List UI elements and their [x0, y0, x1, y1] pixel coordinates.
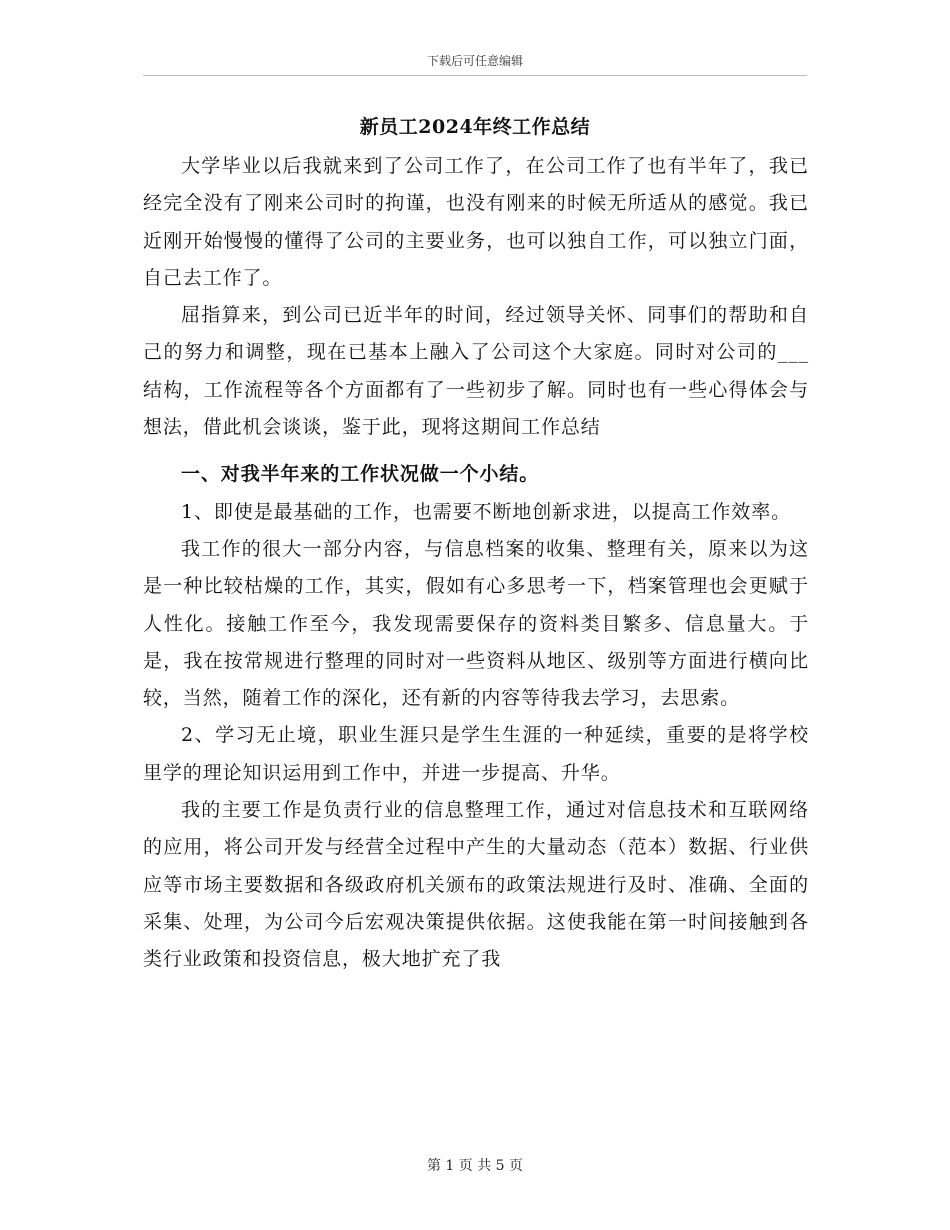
document-body: [143, 148, 809, 979]
paragraph-main-work: 我的主要工作是负责行业的信息整理工作，通过对信息技术和互联网络的应用，将公司开发与经营全过程中产生的大量动态（范本）数据、行业供应等市场主要数据和各级政府机关颁布的政策法规进行及时、准确、全面的采集、处理，为公司今后宏观决策提供依据。这使我能在第一时间接触到各类行业政策和投资信息，极大地扩充了我: [143, 799, 809, 971]
paragraph-point-2: 2、学习无止境，职业生涯只是学生生涯的一种延续，重要的是将学校里学的理论知识运用到工作中，并进一步提高、升华。: [143, 724, 809, 784]
paragraph-overview: 屈指算来，到公司已近半年的时间，经过领导关怀、同事们的帮助和自己的努力和调整，现在已基本上融入了公司这个大家庭。同时对公司的___结构，工作流程等各个方面都有了一些初步了解。同时也有一些心得体会与想法，借此机会谈谈，鉴于此，现将这期间工作总结: [143, 304, 809, 439]
paragraph-intro: 大学毕业以后我就来到了公司工作了，在公司工作了也有半年了，我已经完全没有了刚来公司时的拘谨，也没有刚来的时候无所适从的感觉。我已近刚开始慢慢的懂得了公司的主要业务，也可以独自工作，可以独立门面，自己去工作了。: [143, 155, 809, 289]
section-heading-1: 一、对我半年来的工作状况做一个小结。: [181, 463, 540, 486]
paragraph-archive-work: 我工作的很大一部分内容，与信息档案的收集、整理有关，原来以为这是一种比较枯燥的工作，其实，假如有心多思考一下，档案管理也会更赋于人性化。接触工作至今，我发现需要保存的资料类目繁多、信息量大。于是，我在按常规进行整理的同时对一些资料从地区、级别等方面进行横向比较，当然，随着工作的深化，还有新的内容等待我去学习，去思索。: [143, 537, 809, 710]
page-footer-number: 第 1 页 共 5 页: [426, 1158, 524, 1174]
paragraph-point-1: 1、即使是最基础的工作，也需要不断地创新求进，以提高工作效率。: [181, 500, 791, 523]
page-header-note: 下载后可任意编辑: [426, 54, 523, 68]
document-title: 新员工2024年终工作总结: [359, 116, 591, 138]
header-divider: [143, 75, 807, 76]
